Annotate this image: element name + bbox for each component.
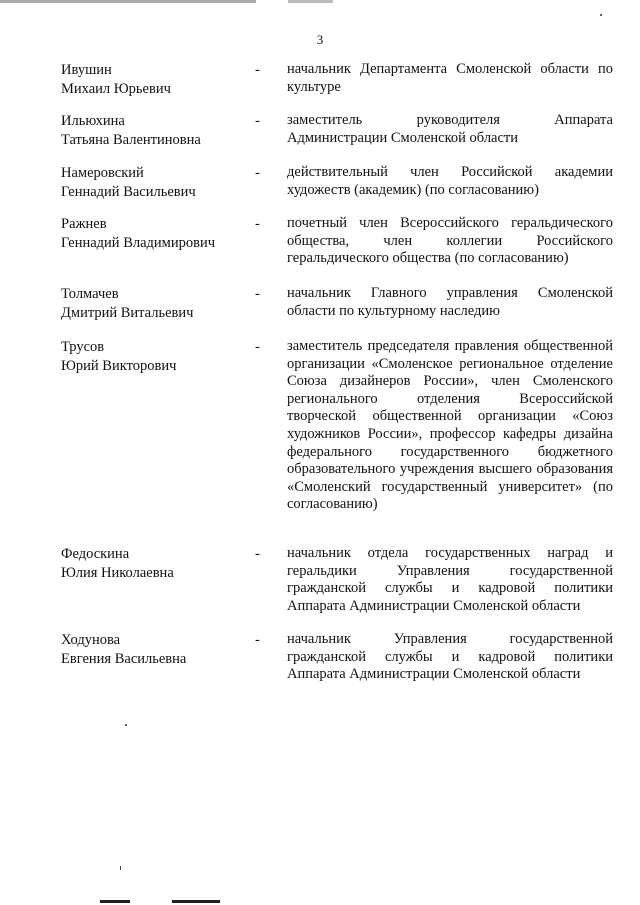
member-name (61, 112, 241, 150)
member-surname: Толмачев (61, 286, 119, 302)
member-given-names: Геннадий Васильевич (61, 184, 196, 200)
member-name (61, 164, 241, 202)
scan-speck (125, 724, 127, 726)
member-given-names: Юрий Викторович (61, 358, 177, 374)
member-surname: Трусов (61, 339, 105, 355)
page-number: 3 (316, 32, 324, 47)
member-position: начальник Департамента Смоленской области по культуре (287, 61, 613, 95)
separator-dash: - (255, 546, 260, 562)
scan-artifact-bottom (172, 900, 220, 903)
member-given-names: Геннадий Владимирович (61, 235, 216, 251)
member-given-names: Дмитрий Витальевич (61, 305, 194, 321)
member-surname: Ходунова (61, 632, 121, 648)
scan-speck (600, 14, 602, 16)
separator-dash: - (255, 62, 260, 78)
member-surname: Федоскина (61, 546, 130, 562)
member-surname: Ильюхина (61, 113, 125, 129)
separator-dash: - (255, 632, 260, 648)
separator-dash: - (255, 286, 260, 302)
separator-dash: - (255, 113, 260, 129)
member-name (61, 285, 241, 323)
member-position: заместитель руководителя Аппарата Администрации Смоленской области (287, 112, 613, 146)
member-position: почетный член Всероссийского геральдического общества, член коллегии Российского геральдического общества (по согласованию) (287, 215, 613, 267)
member-position: начальник Главного управления Смоленской области по культурному наследию (287, 285, 613, 319)
member-surname: Намеровский (61, 165, 144, 181)
member-name (61, 215, 241, 253)
member-position: начальник Управления государственной гражданской службы и кадровой политики Аппарата Администрации Смоленской области (287, 631, 613, 683)
scan-artifact-bottom (100, 900, 130, 903)
scan-speck (120, 866, 121, 870)
member-given-names: Татьяна Валентиновна (61, 132, 201, 148)
member-surname: Ивушин (61, 62, 112, 78)
member-position: заместитель председателя правления общественной организации «Смоленское региональное отделение Союза дизайнеров России», член Смоленского регионального отделения Всероссийской творческой общественной организации «Союз художников России», профессор кафедры дизайна федерального государственного бюджетного образовательного учреждения высшего образования «Смоленский государственный университет» (по согласованию) (287, 338, 613, 513)
member-name (61, 631, 241, 669)
separator-dash: - (255, 339, 260, 355)
member-given-names: Михаил Юрьевич (61, 81, 171, 97)
member-surname: Ражнев (61, 216, 107, 232)
member-position: начальник отдела государственных наград и геральдики Управления государственной гражданской службы и кадровой политики Аппарата Администрации Смоленской области (287, 545, 613, 614)
member-name (61, 61, 241, 99)
member-given-names: Юлия Николаевна (61, 565, 174, 581)
separator-dash: - (255, 216, 260, 232)
member-name (61, 545, 241, 583)
scan-artifact-top (0, 0, 640, 3)
member-name (61, 338, 241, 376)
separator-dash: - (255, 165, 260, 181)
member-given-names: Евгения Васильевна (61, 651, 187, 667)
member-position: действительный член Российской академии художеств (академик) (по согласованию) (287, 164, 613, 198)
